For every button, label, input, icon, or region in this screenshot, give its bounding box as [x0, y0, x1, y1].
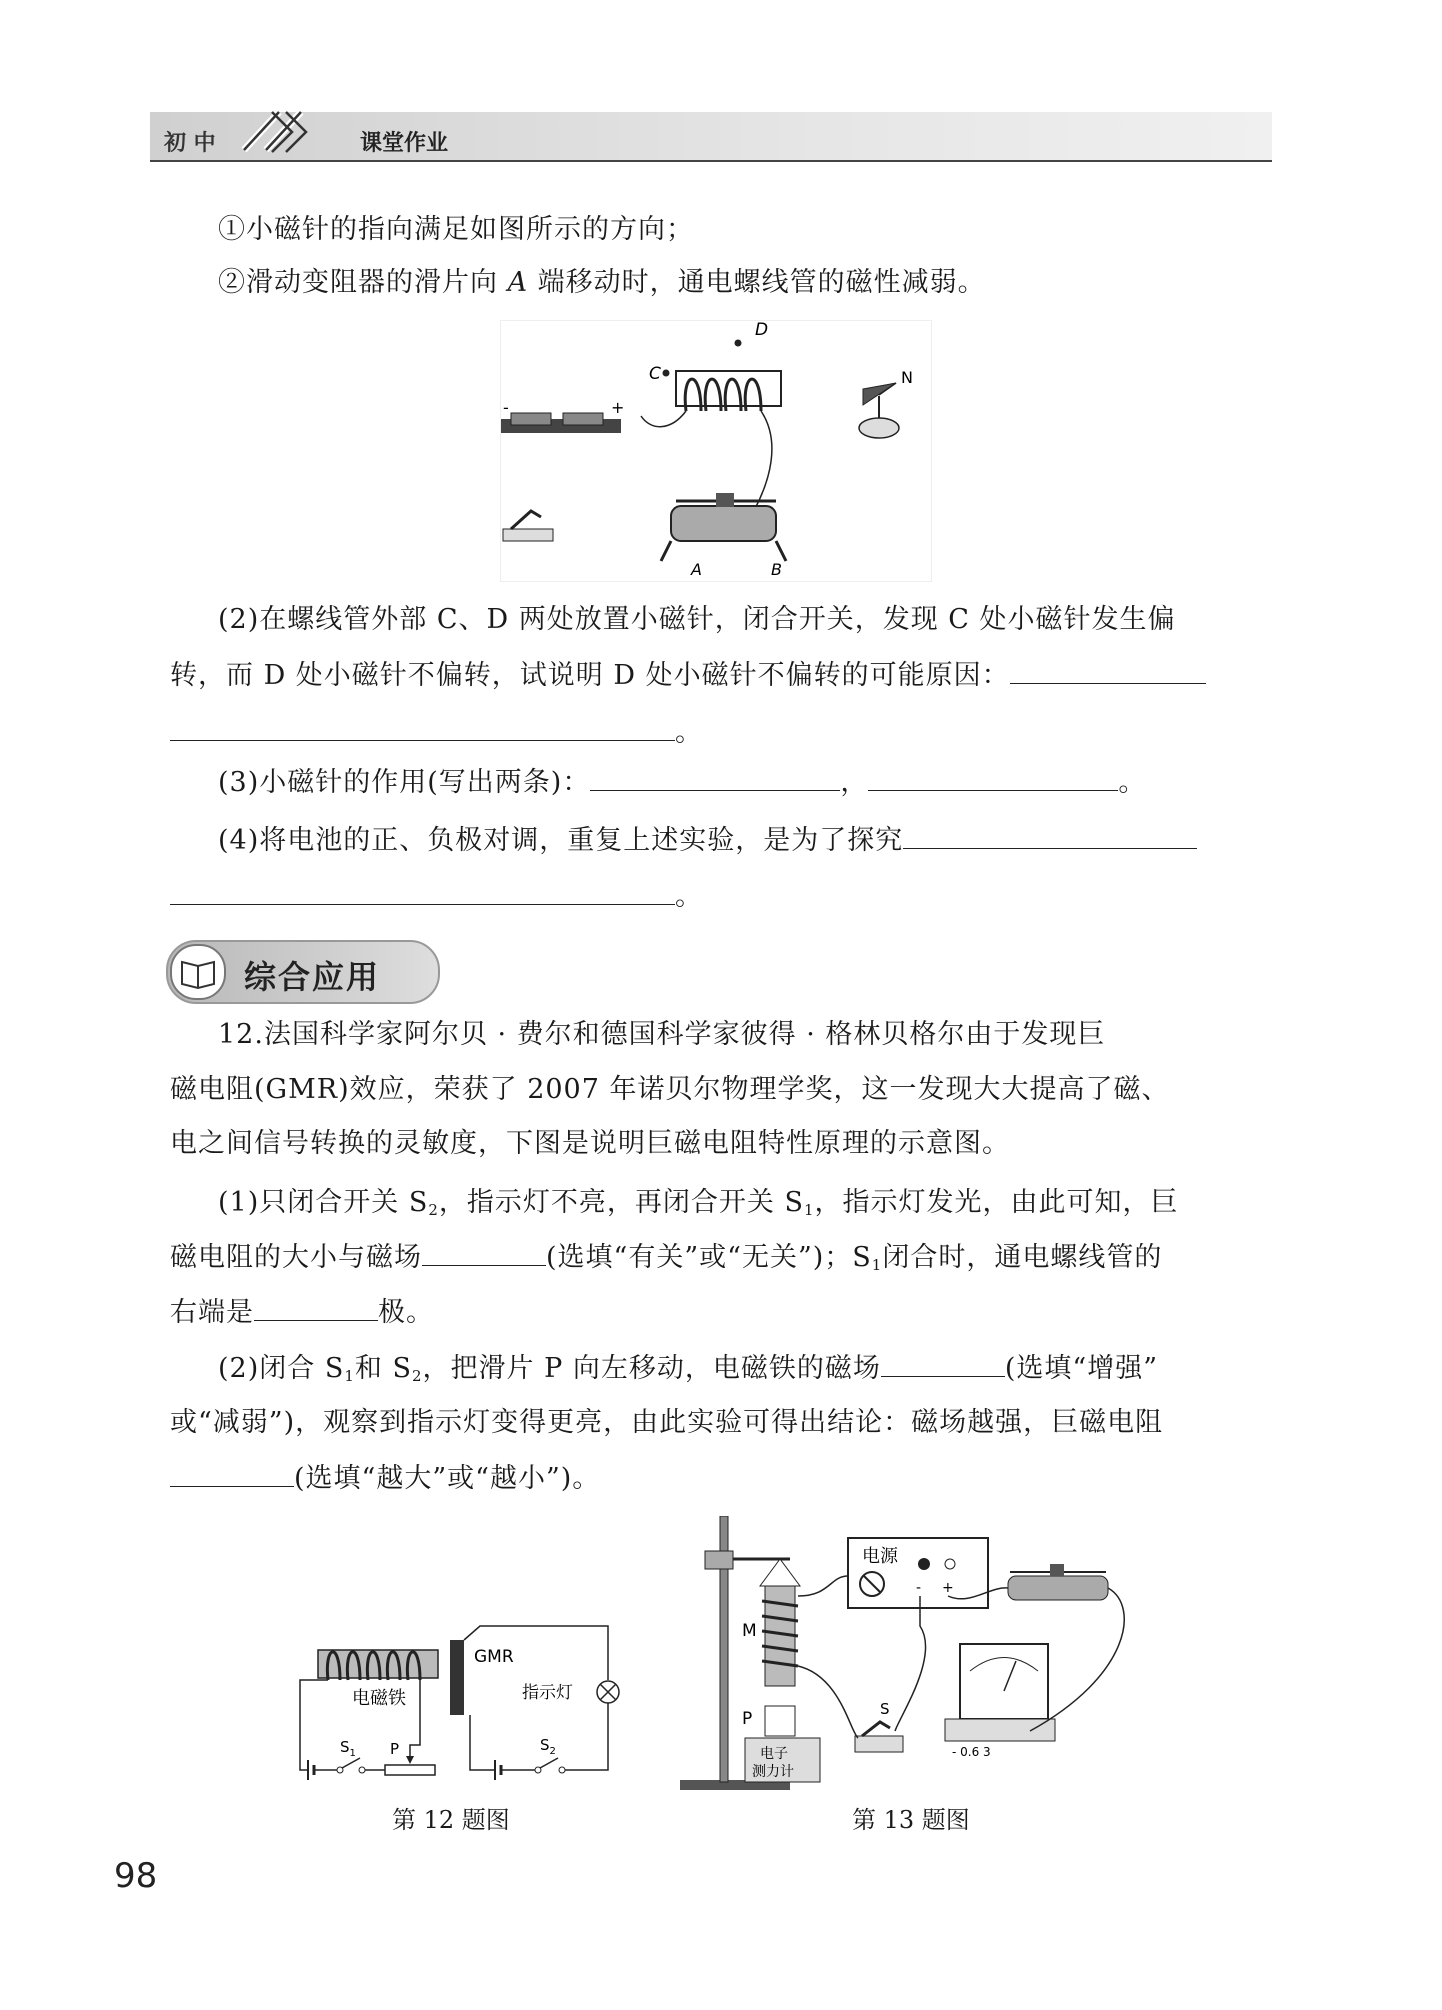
section-title: 综合应用	[244, 958, 381, 996]
label-d: D	[755, 320, 769, 340]
label-c: C	[649, 364, 661, 384]
rheostat-coil	[671, 506, 776, 541]
q12-part2-line-2: 或“减弱”)，观察到指示灯变得更亮，由此实验可得出结论：磁场越强，巨磁电阻	[170, 1407, 1164, 1438]
label-s1-subscript: 1	[349, 1748, 356, 1759]
rheostat	[385, 1765, 435, 1775]
switch-label: S	[880, 1700, 890, 1718]
q12-part1-text-d: 磁电阻的大小与磁场	[170, 1242, 422, 1273]
label-p: P	[742, 1709, 753, 1729]
label-s1-text: S	[340, 1738, 350, 1756]
solenoid-circuit-figure	[500, 320, 932, 582]
question-2-line-3	[170, 712, 703, 753]
subscript: 2	[428, 1201, 439, 1219]
gmr-element	[450, 1640, 464, 1715]
question-4-text: (4)将电池的正、负极对调，重复上述实验，是为了探究	[218, 825, 904, 856]
switch-base	[855, 1736, 903, 1752]
q12-part2-line-3	[170, 1458, 600, 1499]
power-label: 电源	[862, 1546, 898, 1567]
answer-blank-12-1b[interactable]	[254, 1292, 378, 1321]
ammeter	[960, 1644, 1048, 1719]
q12-line-1: 12.法国科学家阿尔贝 · 费尔和德国科学家彼得 · 格林贝格尔由于发现巨	[218, 1019, 1106, 1050]
q12-part1-text-a: (1)只闭合开关 S	[218, 1187, 429, 1218]
label-s1	[340, 1738, 356, 1759]
stand-clamp	[705, 1551, 733, 1569]
q12-part1-line-2	[170, 1237, 1162, 1285]
header-grade: 初 中	[164, 131, 216, 156]
label-s2	[540, 1736, 556, 1757]
condition-1: ①小磁针的指向满足如图所示的方向；	[218, 214, 694, 245]
page-header	[150, 112, 1272, 162]
scale-label-line-1: 电子	[760, 1746, 788, 1762]
switch-base	[503, 529, 553, 541]
wire-power-to-switch	[895, 1596, 926, 1731]
power-minus: -	[916, 1580, 922, 1596]
lamp-label: 指示灯	[522, 1683, 573, 1703]
right-circuit-right-wire	[565, 1703, 608, 1770]
switch-s2-blade	[540, 1758, 558, 1768]
period: 。	[675, 881, 703, 912]
q12-part2-text-d: (选填“增强”	[1004, 1353, 1158, 1384]
question-2-text: 转，而 D 处小磁针不偏转，试说明 D 处小磁针不偏转的可能原因：	[170, 660, 1010, 691]
figure-13-electromagnet-apparatus	[680, 1516, 1150, 1796]
compass-base	[859, 418, 899, 438]
answer-blank-q4a[interactable]	[903, 820, 1197, 849]
q12-line-3: 电之间信号转换的灵敏度，下图是说明巨磁电阻特性原理的示意图。	[170, 1128, 1010, 1159]
scale-label-line-2: 测力计	[752, 1764, 794, 1780]
subscript: 2	[411, 1367, 423, 1385]
label-p: P	[390, 1740, 400, 1758]
power-indicator	[918, 1558, 930, 1570]
point-c	[663, 370, 670, 377]
gmr-label: GMR	[474, 1647, 514, 1667]
answer-blank-q2a[interactable]	[1010, 655, 1206, 684]
q12-part1-text-h: 极。	[378, 1297, 434, 1328]
label-a: A	[691, 560, 702, 579]
subscript: 1	[803, 1201, 815, 1219]
q12-part2-text-a: (2)闭合 S	[218, 1353, 345, 1384]
power-plus: +	[942, 1580, 954, 1596]
switch-s2-contact	[559, 1767, 565, 1773]
battery-minus: -	[503, 398, 509, 417]
switch-s1-blade	[342, 1758, 360, 1768]
question-4-line-1	[218, 820, 1197, 861]
period: 。	[1118, 767, 1147, 798]
rheostat-coil	[1008, 1576, 1108, 1600]
header-title: 课堂作业	[360, 131, 449, 156]
q12-part2-line-1	[218, 1348, 1158, 1396]
figure-13-caption: 第 13 题图	[852, 1806, 970, 1834]
condition-2-part-b: A	[507, 267, 529, 298]
book-icon	[172, 946, 224, 998]
answer-blank-12-1a[interactable]	[422, 1237, 546, 1266]
q12-part1-line-3	[170, 1292, 434, 1333]
q12-part2-text-b: 和 S	[354, 1353, 412, 1384]
battery-cell-1	[511, 413, 551, 425]
solenoid-core	[676, 371, 781, 406]
wire-magnet-to-switch	[798, 1666, 858, 1738]
answer-blank-q4b[interactable]	[170, 876, 675, 905]
label-m: M	[742, 1621, 757, 1641]
slider-arrow	[406, 1756, 414, 1764]
q12-part1-text-e: (选填“有关”或“无关”)；S	[546, 1242, 872, 1273]
battery-cell-2	[563, 413, 603, 425]
subscript: 1	[871, 1256, 883, 1274]
rheostat-legs	[661, 541, 786, 561]
banner-circle	[170, 944, 226, 1000]
switch-lever	[511, 511, 541, 529]
rheostat-slider	[716, 493, 734, 507]
answer-blank-q2b[interactable]	[170, 712, 675, 741]
left-circuit-wire	[300, 1680, 328, 1770]
ammeter-terminals: - 0.6 3	[952, 1745, 991, 1759]
q12-part2-text-c: ，把滑片 P 向左移动，电磁铁的磁场	[422, 1353, 881, 1384]
q12-part1-text-f: 闭合时，通电螺线管的	[882, 1242, 1163, 1273]
label-s2-text: S	[540, 1736, 550, 1754]
comma: ，	[840, 767, 869, 798]
condition-2-part-c: 端移动时，通电螺线管的磁性减弱。	[528, 267, 986, 298]
q12-part1-text-b: ，指示灯不亮，再闭合开关 S	[438, 1187, 804, 1218]
figure-12-caption: 第 12 题图	[392, 1806, 510, 1834]
point-d	[735, 340, 742, 347]
condition-2-part-a: ②滑动变阻器的滑片向	[218, 267, 508, 298]
question-3-text: (3)小磁针的作用(写出两条)：	[218, 767, 591, 798]
switch-s2-pivot	[535, 1767, 541, 1773]
q12-part2-text-e: (选填“越大”或“越小”)。	[294, 1463, 601, 1494]
rheostat-slider	[1050, 1564, 1064, 1576]
question-2-line-2	[170, 655, 1206, 696]
label-n: N	[901, 368, 913, 387]
question-2-line-1: (2)在螺线管外部 C、D 两处放置小磁针，闭合开关，发现 C 处小磁针发生偏	[218, 604, 1176, 635]
wire-magnet-to-power	[798, 1576, 848, 1596]
switch-s1-contact	[359, 1767, 365, 1773]
label-b: B	[771, 560, 782, 579]
section-banner	[166, 940, 436, 1000]
chevron-icon	[224, 100, 344, 160]
label-s2-subscript: 2	[549, 1746, 556, 1757]
q12-line-2: 磁电阻(GMR)效应，荣获了 2007 年诺贝尔物理学奖，这一发现大大提高了磁、	[170, 1074, 1170, 1105]
slider-wire	[410, 1678, 420, 1760]
power-button	[945, 1559, 955, 1569]
answer-blank-q3a[interactable]	[590, 762, 840, 791]
iron-block-p	[765, 1706, 795, 1736]
q12-part1-line-1	[218, 1183, 1179, 1230]
hanger	[760, 1559, 800, 1586]
wire-left	[641, 411, 686, 427]
answer-blank-12-2a[interactable]	[881, 1348, 1005, 1377]
wire-to-gmr	[470, 1715, 495, 1770]
q12-part1-text-c: ，指示灯发光，由此可知，巨	[814, 1187, 1179, 1218]
period: 。	[675, 717, 703, 748]
question-3	[218, 762, 1146, 803]
q12-part1-text-g: 右端是	[170, 1297, 254, 1328]
switch-lever	[862, 1722, 890, 1736]
page-number: 98	[114, 1856, 158, 1896]
electromagnet-label: 电磁铁	[352, 1688, 406, 1709]
subscript: 1	[344, 1367, 355, 1385]
answer-blank-q3b[interactable]	[868, 762, 1118, 791]
figure-12-gmr-circuit	[290, 1620, 630, 1790]
ammeter-base	[945, 1719, 1055, 1741]
question-4-line-2	[170, 876, 703, 917]
battery-plus: +	[611, 398, 625, 417]
answer-blank-12-2b[interactable]	[170, 1458, 294, 1487]
condition-2	[218, 263, 986, 303]
